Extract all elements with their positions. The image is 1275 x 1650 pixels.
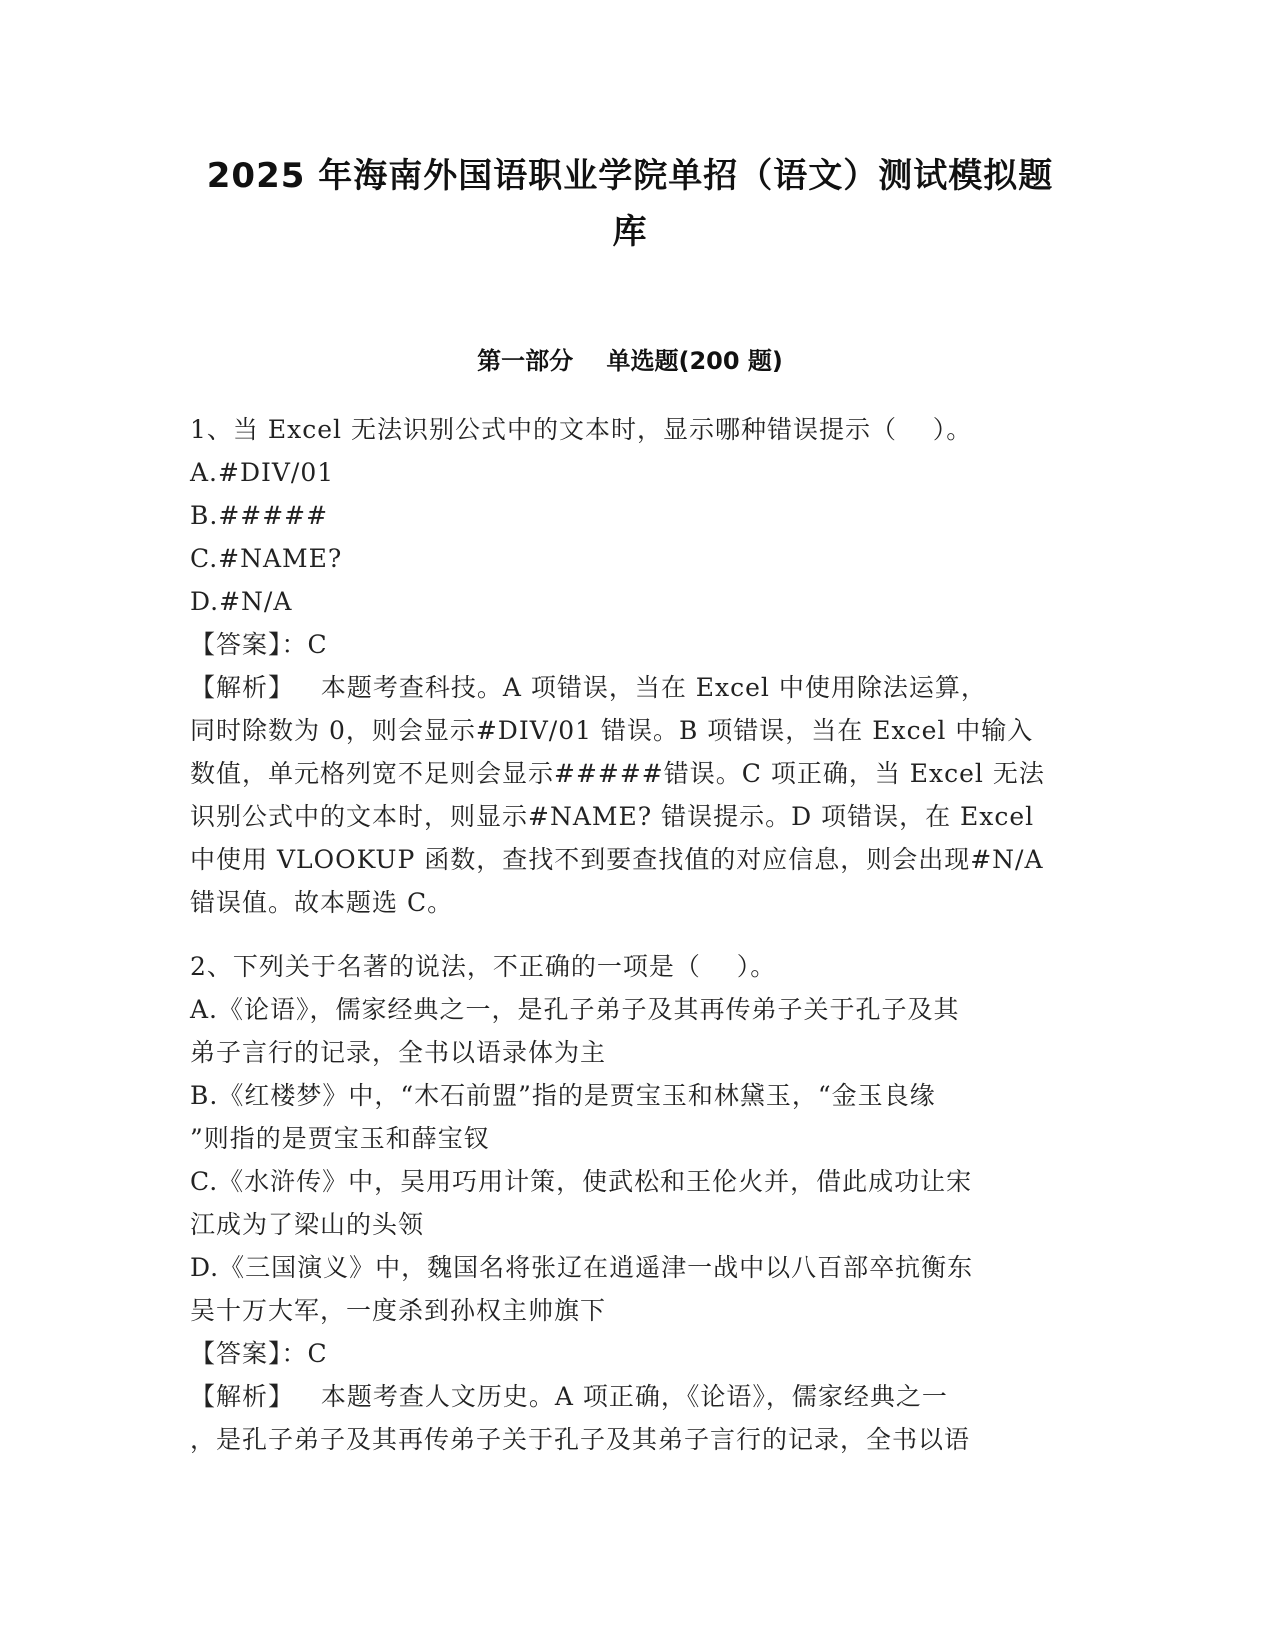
option-c: C.#NAME? <box>190 544 343 573</box>
analysis-line: 识别公式中的文本时，则显示#NAME? 错误提示。D 项错误，在 Excel <box>190 802 1035 831</box>
document-title <box>180 148 1080 260</box>
answer-line: 【答案】：C <box>190 630 328 659</box>
option-b: B.##### <box>190 501 329 530</box>
title-line: 库 <box>612 212 648 252</box>
option-a: A.#DIV/01 <box>190 458 335 487</box>
analysis-line: 数值，单元格列宽不足则会显示#####错误。C 项正确，当 Excel 无法 <box>190 759 1045 788</box>
option-line: C.《水浒传》中，吴用巧用计策，使武松和王伦火并，借此成功让宋 <box>190 1167 973 1196</box>
question-1 <box>190 408 1070 924</box>
question-stem: 2、下列关于名著的说法，不正确的一项是（ ）。 <box>190 952 777 981</box>
analysis-line: 【解析】 本题考查科技。A 项错误，当在 Excel 中使用除法运算， <box>190 673 987 702</box>
question-list <box>190 408 1070 1461</box>
option-line: 江成为了梁山的头领 <box>190 1210 425 1239</box>
question-stem: 1、当 Excel 无法识别公式中的文本时，显示哪种错误提示（ ）。 <box>190 415 973 444</box>
option-line: ”则指的是贾宝玉和薛宝钗 <box>190 1124 490 1153</box>
analysis-line: 中使用 VLOOKUP 函数，查找不到要查找值的对应信息，则会出现#N/A <box>190 845 1044 874</box>
title-line: 2025 年海南外国语职业学院单招（语文）测试模拟题 <box>206 156 1054 196</box>
option-line: 弟子言行的记录，全书以语录体为主 <box>190 1038 607 1067</box>
option-line: A.《论语》，儒家经典之一，是孔子弟子及其再传弟子关于孔子及其 <box>190 995 960 1024</box>
analysis-line: 错误值。故本题选 C。 <box>190 888 454 917</box>
question-2 <box>190 945 1070 1461</box>
option-line: D.《三国演义》中，魏国名将张辽在逍遥津一战中以八百部卒抗衡东 <box>190 1253 974 1282</box>
section-heading: 第一部分 单选题(200 题) <box>477 347 783 375</box>
option-line: 吴十万大军，一度杀到孙权主帅旗下 <box>190 1296 607 1325</box>
analysis-line: 【解析】 本题考查人文历史。A 项正确，《论语》，儒家经典之一 <box>190 1382 948 1411</box>
option-line: B.《红楼梦》中，“木石前盟”指的是贾宝玉和林黛玉，“金玉良缘 <box>190 1081 936 1110</box>
analysis-line: 同时除数为 0，则会显示#DIV/01 错误。B 项错误，当在 Excel 中输入 <box>190 716 1034 745</box>
analysis-line: ，是孔子弟子及其再传弟子关于孔子及其弟子言行的记录，全书以语 <box>190 1425 971 1454</box>
question-spacer <box>190 924 1070 945</box>
answer-line: 【答案】：C <box>190 1339 328 1368</box>
option-d: D.#N/A <box>190 587 293 616</box>
